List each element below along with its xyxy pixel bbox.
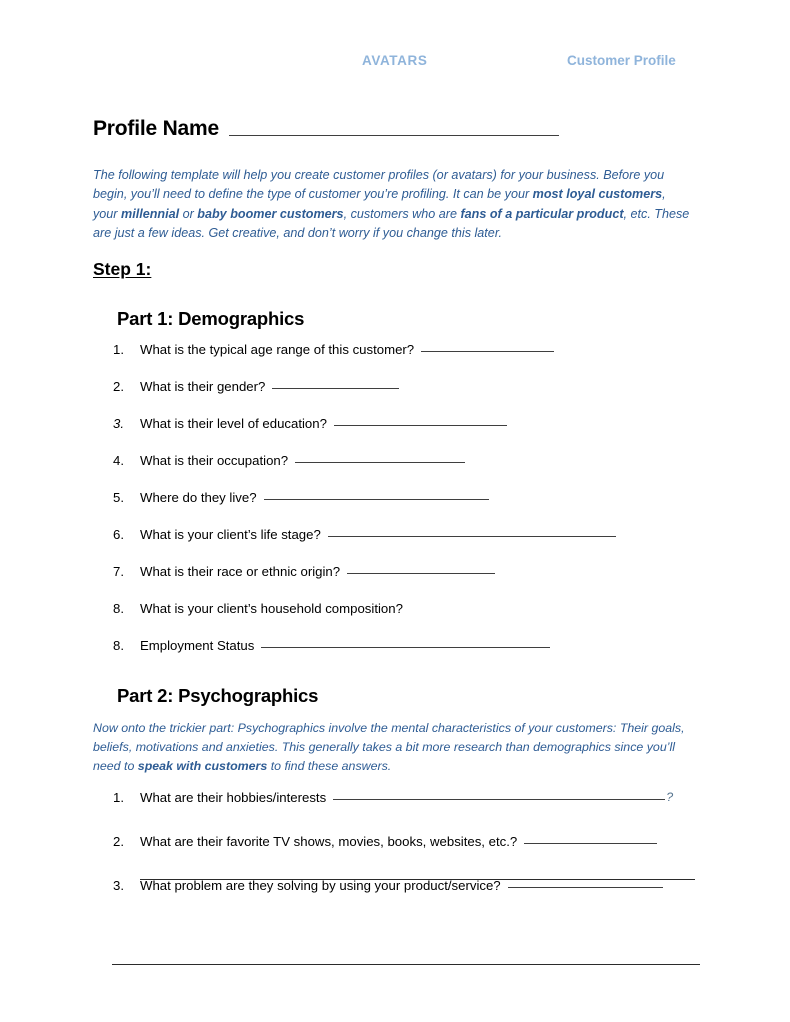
answer-blank[interactable]: [328, 535, 616, 537]
question-body: [140, 416, 507, 431]
answer-blank[interactable]: [524, 842, 657, 844]
question-number: 4.: [113, 453, 124, 468]
question-row: [0, 601, 790, 638]
page-title: Profile Name: [93, 117, 219, 140]
question-body: [140, 490, 489, 505]
question-text: What are their favorite TV shows, movies, books, websites, etc.?: [140, 834, 518, 849]
intro-segment-6: , customers who are: [343, 206, 461, 221]
question-body: [140, 453, 465, 468]
intro-segment-4: or: [179, 206, 198, 221]
question-row: [0, 342, 790, 379]
answer-blank[interactable]: [295, 461, 465, 463]
question-number: 6.: [113, 527, 124, 542]
question-text: What is their occupation?: [140, 453, 289, 468]
answer-rule-long-2[interactable]: [112, 963, 700, 965]
question-text: What is your client’s life stage?: [140, 527, 321, 542]
trailing-question-mark: ?: [666, 790, 674, 804]
question-text: What is their level of education?: [140, 416, 327, 431]
question-row: [0, 379, 790, 416]
question-body: [140, 638, 550, 653]
question-text: Where do they live?: [140, 490, 257, 505]
question-text: Employment Status: [140, 638, 255, 653]
question-number: 1.: [113, 342, 124, 357]
question-row: [0, 490, 790, 527]
question-row: [0, 416, 790, 453]
part2-heading: Part 2: Psychographics: [117, 685, 319, 706]
question-number: 8.: [113, 638, 124, 653]
answer-blank[interactable]: [264, 498, 489, 500]
question-number: 2.: [113, 379, 124, 394]
part2-question-list: [0, 790, 790, 922]
question-row: [0, 790, 790, 834]
answer-blank[interactable]: [272, 387, 399, 389]
answer-blank[interactable]: [334, 424, 507, 426]
answer-blank[interactable]: [333, 798, 665, 800]
question-number: 3.: [113, 878, 124, 893]
answer-blank[interactable]: [347, 572, 495, 574]
question-body: [140, 878, 663, 893]
question-row: [0, 564, 790, 601]
question-body: [140, 564, 495, 579]
question-number: 2.: [113, 834, 124, 849]
question-row: [0, 527, 790, 564]
question-text: What is your client’s household composition?: [140, 601, 403, 616]
header-right-label: Customer Profile: [567, 53, 676, 68]
intro-segment-3: millennial: [121, 206, 180, 221]
question-text: What are their hobbies/interests: [140, 790, 327, 805]
part2-intro-segment-0: Now onto the trickier part: Psychographics involve the mental characteristics of your customers: Their goals, beliefs, motivations and anxieties. This generally takes a bit more research than demographics since you’ll need to: [93, 721, 685, 774]
part2-intro-paragraph: [93, 719, 698, 777]
question-row: [0, 638, 790, 675]
question-number: 5.: [113, 490, 124, 505]
question-body: [140, 601, 403, 616]
question-number: 1.: [113, 790, 124, 805]
answer-blank[interactable]: [261, 646, 550, 648]
question-body: [140, 527, 616, 542]
intro-segment-1: most loyal customers: [532, 187, 663, 202]
part2-intro-segment-2: to find these answers.: [267, 759, 392, 774]
question-body: [140, 834, 657, 849]
question-text: What is the typical age range of this customer?: [140, 342, 415, 357]
question-row: [0, 834, 790, 878]
question-text: What is their race or ethnic origin?: [140, 564, 341, 579]
question-body: [140, 342, 554, 357]
intro-paragraph: [93, 166, 691, 244]
profile-name-row: [93, 118, 713, 139]
question-row: [0, 453, 790, 490]
answer-blank[interactable]: [421, 350, 554, 352]
profile-name-blank[interactable]: [229, 134, 559, 136]
part1-heading: Part 1: Demographics: [117, 308, 305, 329]
intro-segment-8: , etc. These are just a few ideas. Get creative, and don’t worry if you change this later.: [93, 206, 690, 241]
intro-segment-0: The following template will help you create customer profiles (or avatars) for your business. Before you begin, you’ll need to define the type of customer you’re profiling. It can be your: [93, 168, 665, 202]
question-text: What problem are they solving by using your product/service?: [140, 878, 501, 893]
header-left-label: AVATARS: [362, 53, 428, 68]
question-number: 8.: [113, 601, 124, 616]
question-number: 3.: [113, 416, 124, 431]
question-text: What is their gender?: [140, 379, 266, 394]
question-body: [140, 379, 399, 394]
question-number: 7.: [113, 564, 124, 579]
step-heading: Step 1:: [93, 259, 152, 279]
answer-rule-long-1[interactable]: [140, 878, 695, 880]
answer-blank[interactable]: [508, 886, 663, 888]
question-row: [0, 878, 790, 922]
intro-segment-7: fans of a particular product: [460, 206, 624, 221]
intro-segment-5: baby boomer customers: [197, 206, 344, 221]
intro-segment-2: , your: [93, 187, 666, 221]
document-header: [0, 53, 790, 75]
part1-question-list: [0, 342, 790, 675]
part2-intro-segment-1: speak with customers: [137, 759, 268, 774]
question-body: [140, 790, 673, 805]
